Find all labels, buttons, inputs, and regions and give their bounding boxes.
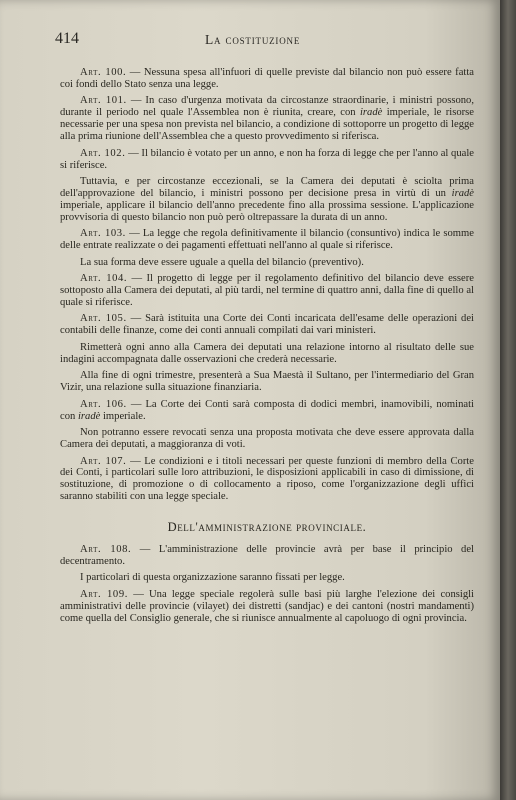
article-label: Art. 102. <box>80 147 126 159</box>
article-101 <box>60 95 474 143</box>
article-text: — La legge che regola definitivamente il bilancio (consuntivo) indica le somme delle entrate realizzate o dei pagamenti effettuati nell'anno al quale si riferisce. <box>60 228 474 252</box>
article-100 <box>60 67 474 91</box>
article-text: — L'amministrazione delle provincie avrà per base il principio del decentramento. <box>60 544 474 567</box>
running-title: La costituzione <box>205 32 301 47</box>
article-105-paragraph: Alla fine di ogni trimestre, presenterà a Sua Maestà il Sultano, per l'intermediario del Gran Vizir, una relazione sulla situazione finanziaria. <box>60 370 474 394</box>
article-102-paragraph <box>60 176 474 224</box>
book-spine-edge <box>500 0 516 800</box>
article-106-paragraph: Non potranno essere revocati senza una proposta motivata che deve essere approvata dalla Camera dei deputati, a maggioranza di voti. <box>60 427 474 450</box>
article-label: Art. 103. <box>80 228 126 240</box>
article-label: Art. 108. <box>80 544 132 556</box>
article-label: Art. 101. <box>80 95 127 107</box>
article-text: imperiale, le risorse necessarie per una spesa non prevista nel bilancio, a condizione di sottoporre un progetto di legge alla prima riunione dell'Assemblea che a questo provvedimento si riferisca. <box>60 107 474 143</box>
article-label: Art. 109. <box>80 588 128 600</box>
article-104 <box>60 273 474 309</box>
article-label: Art. 106. <box>80 398 127 410</box>
article-label: Art. 100. <box>80 67 127 78</box>
article-102 <box>60 148 474 172</box>
paragraph-text: Tuttavia, e per circostanze eccezionali, se la Camera dei deputati è sciolta prima dell'approvazione del bilancio, i ministri possono per decisione presa in virtù di un <box>60 176 474 199</box>
article-label: Art. 107. <box>80 455 127 467</box>
page-number: 414 <box>55 30 79 47</box>
article-label: Art. 105. <box>80 313 127 325</box>
section-heading: Dell'amministrazione provinciale. <box>167 520 367 535</box>
article-text: — La Corte dei Conti sarà composta di dodici membri, inamovibili, nominati con <box>60 398 474 422</box>
article-text: imperiale. <box>100 410 146 422</box>
article-105 <box>60 313 474 337</box>
article-103 <box>60 228 474 252</box>
article-text: — Il progetto di legge per il regolamento definitivo del bilancio deve essere sottoposto alla Camera dei deputati, al più tardi, nel termine di quattro anni, dalla fine di quello al quale si riferisce. <box>60 273 474 308</box>
italic-term: iradè <box>77 410 101 422</box>
article-108-paragraph: I particolari di questa organizzazione saranno fissati per legge. <box>80 572 345 584</box>
article-108 <box>60 544 474 568</box>
article-text: — In caso d'urgenza motivata da circostanze straordinarie, i ministri possono, durante il periodo nel quale l'Assemblea non è riunita, creare, con <box>60 95 474 119</box>
article-label: Art. 104. <box>80 273 128 285</box>
paragraph-text: imperiale, applicare il bilancio dell'anno precedente fino alla prossima sessione. L'applicazione provvisoria di questo bilancio non può però oltrepassare la durata di un anno. <box>60 199 474 223</box>
page-body <box>60 67 474 629</box>
article-text: — Sarà istituita una Corte dei Conti incaricata dell'esame delle operazioni dei contabili delle finanze, come dei conti annuali compilati dai vari ministeri. <box>60 313 474 337</box>
page-header <box>55 28 475 52</box>
article-105-paragraph: Rimetterà ogni anno alla Camera dei deputati una relazione intorno al risultato delle sue indagini accompagnata dalle osservazioni che crederà necessarie. <box>60 341 474 365</box>
article-text: — Nessuna spesa all'infuori di quelle previste dal bilancio non può essere fatta coi fondi dello Stato senza una legge. <box>60 67 474 90</box>
article-106 <box>60 399 474 423</box>
article-text: — Le condizioni e i titoli necessari per queste funzioni di membro della Corte dei Conti, i particolari sulle loro attribuzioni, le disposizioni applicabili in caso di dimissione, di sostituzione, di promozione o di collocamento a riposo, come l'organizzazione degli uffici saranno stabiliti con una legge speciale. <box>60 455 474 503</box>
article-109 <box>60 589 474 625</box>
italic-term: iradè <box>359 107 383 119</box>
article-103-paragraph: La sua forma deve essere uguale a quella del bilancio (preventivo). <box>80 256 364 268</box>
italic-term: iradè <box>451 187 474 199</box>
article-text: — Una legge speciale regolerà sulle basi più larghe l'elezione dei consigli amministrativi delle provincie (vilayet) dei distretti (sandjac) e dei cantoni (nostri mandamenti) come quella del Consiglio generale, che si riunisce annualmente al capoluogo di ogni provincia. <box>60 588 474 624</box>
article-107 <box>60 456 474 504</box>
article-text: — Il bilancio è votato per un anno, e non ha forza di legge che per l'anno al quale si riferisce. <box>60 147 474 171</box>
